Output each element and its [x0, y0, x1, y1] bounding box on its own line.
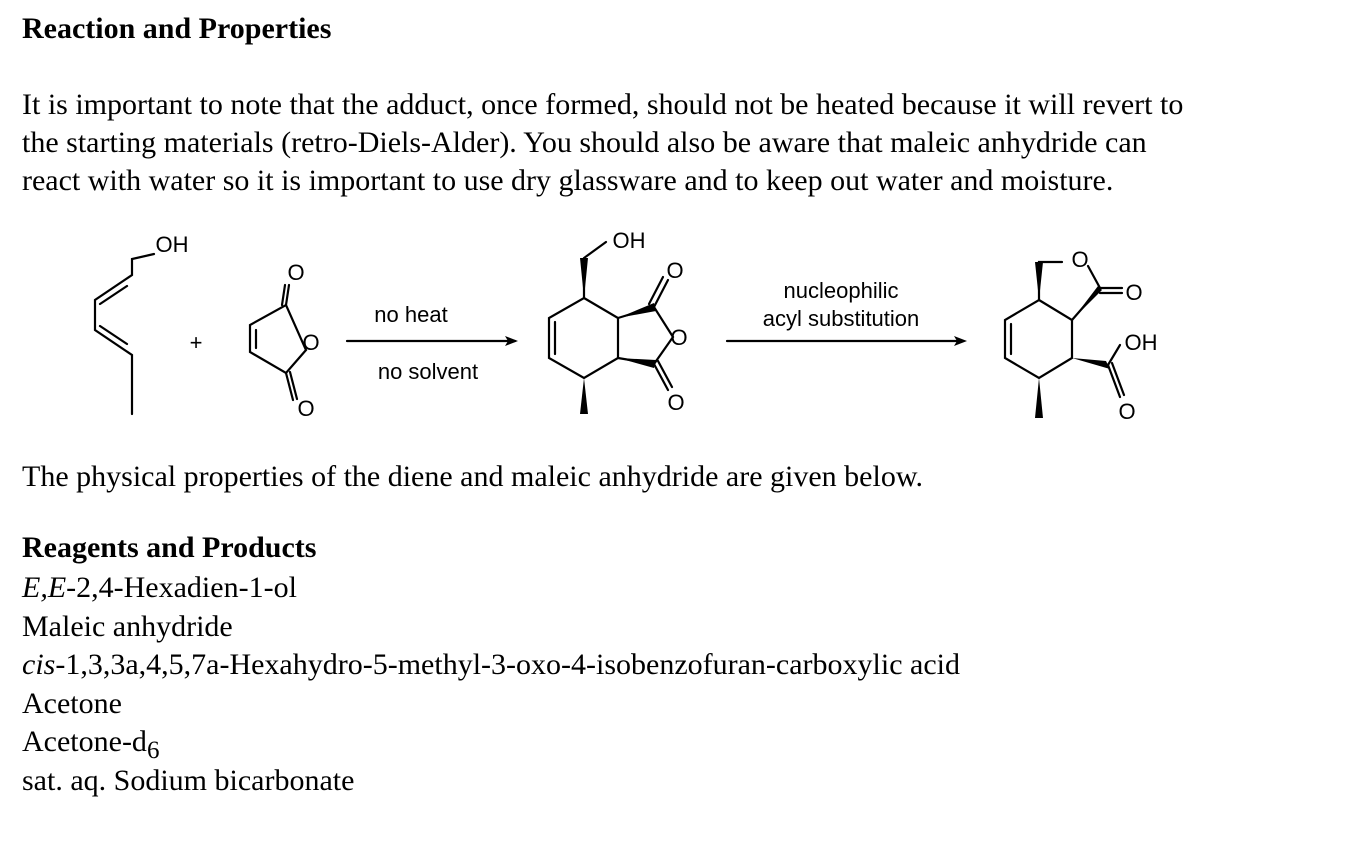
- paragraph-line: the starting materials (retro-Diels-Alder). You should also be aware that maleic anhydride can: [22, 126, 1147, 159]
- condition-acyl-substitution: acyl substitution: [762, 306, 920, 331]
- section-heading-reagents: Reagents and Products: [22, 531, 317, 564]
- oxygen-label: O: [287, 260, 305, 285]
- maleic-anhydride-structure: [250, 285, 306, 400]
- list-item: cis-1,3,3a,4,5,7a-Hexahydro-5-methyl-3-oxo-4-isobenzofuran-carboxylic acid: [22, 648, 960, 682]
- oxygen-label: O: [666, 258, 684, 283]
- oh-label: OH: [612, 228, 646, 253]
- oxygen-label: O: [1125, 280, 1143, 305]
- condition-nucleophilic: nucleophilic: [783, 278, 899, 303]
- list-item: Acetone: [22, 686, 122, 720]
- adduct-structure: [549, 242, 673, 390]
- condition-no-solvent: no solvent: [377, 359, 479, 384]
- list-item: Maleic anhydride: [22, 609, 233, 643]
- product-structure: [1005, 262, 1124, 397]
- paragraph-line: It is important to note that the adduct, once formed, should not be heated because it will revert to: [22, 88, 1184, 121]
- oxygen-label: O: [302, 330, 320, 355]
- paragraph-line: react with water so it is important to use dry glassware and to keep out water and moisture.: [22, 164, 1114, 197]
- oxygen-label: O: [1071, 247, 1089, 272]
- reagents-list: [22, 569, 960, 801]
- plus-sign: +: [189, 330, 203, 355]
- oxygen-label: O: [670, 325, 688, 350]
- list-item: E,E-2,4-Hexadien-1-ol: [22, 571, 297, 604]
- oh-label: OH: [1124, 330, 1158, 355]
- condition-no-heat: no heat: [374, 302, 448, 327]
- reaction-scheme: [0, 215, 1358, 430]
- diene-structure: [95, 254, 154, 414]
- oxygen-label: O: [667, 390, 685, 415]
- oxygen-label: O: [297, 396, 315, 421]
- list-item: sat. aq. Sodium bicarbonate: [22, 763, 355, 797]
- section-heading-reaction: Reaction and Properties: [22, 12, 332, 45]
- list-item: Acetone-$d_6$: [22, 725, 160, 765]
- oxygen-label: O: [1118, 399, 1136, 424]
- intro-paragraph: [22, 86, 1342, 200]
- oh-label: OH: [155, 232, 189, 257]
- properties-sentence: The physical properties of the diene and maleic anhydride are given below.: [22, 460, 924, 493]
